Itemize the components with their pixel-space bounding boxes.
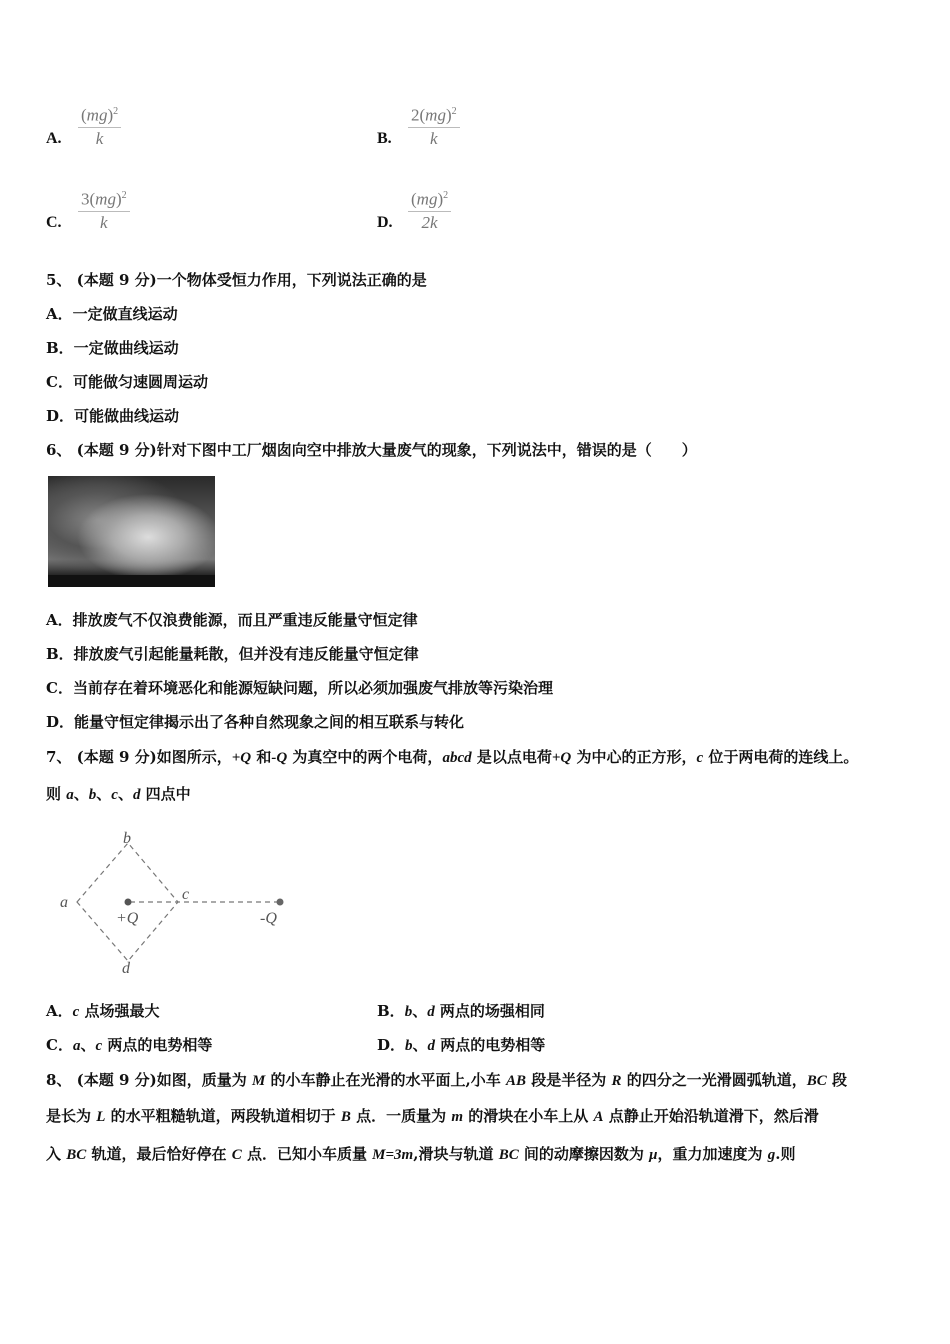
text-line [46,784,191,805]
text-segment: D． [377,1036,406,1054]
numerator: 3(mg)$^2$ [78,186,130,212]
math-symbol: c [72,1004,80,1020]
factory-smoke-photo [48,476,215,587]
math-symbol: BC [66,1147,87,1163]
math-symbol: b [404,1004,413,1020]
text-segment: 入 [46,1145,67,1163]
text-segment: D．可能做曲线运动 [46,407,180,425]
text-segment: 点．已知小车质量 [241,1145,373,1163]
denominator [422,212,438,234]
text-line [46,678,553,698]
option-label: B. [377,130,392,147]
math-symbol: M=3m [372,1147,414,1163]
label-c: c [182,886,190,903]
numerator-var: mg [425,105,446,125]
text-segment: 间的动摩擦因数为 [518,1145,650,1163]
text-line [46,747,858,768]
text-segment: B．排放废气引起能量耗散，但并没有违反能量守恒定律 [46,645,419,663]
text-segment: A．一定做直线运动 [46,305,178,323]
math-symbol: abcd [442,750,472,766]
text-segment: 6、 (本题 9 分)针对下图中工厂烟囱向空中排放大量废气的现象，下列说法中，错误的是（ ） [46,441,697,459]
text-segment: 为真空中的两个电荷， [287,748,443,766]
math-symbol: c [696,750,704,766]
text-segment: .则 [775,1145,796,1163]
text-line [46,610,418,630]
text-segment: 、 [412,1002,428,1020]
text-segment: 8、 (本题 9 分)如图，质量为 [46,1071,252,1089]
text-segment: 的四分之一光滑圆弧轨道， [621,1071,807,1089]
text-segment: D．能量守恒定律揭示出了各种自然现象之间的相互联系与转化 [46,713,465,731]
math-symbol: b [405,1038,413,1054]
option-label: D. [377,214,393,231]
label-plus-q: +Q [116,910,139,927]
numerator: 2(mg)$^2$ [408,102,460,128]
text-segment: B． [377,1002,405,1020]
label-d: d [122,960,130,975]
text-segment: 7、 (本题 9 分)如图所示， [46,748,232,766]
math-symbol: L [96,1109,106,1125]
math-symbol: g [767,1147,776,1163]
text-segment: 点场强最大 [79,1002,160,1020]
math-symbol: BC [498,1147,519,1163]
denominator-var: 2k [421,212,438,232]
label-b: b [123,830,131,847]
math-symbol: a [72,1038,81,1054]
numerator-var: mg [416,189,438,209]
text-segment: 四点中 [140,785,191,803]
fraction-formula [78,102,121,150]
numerator-var: mg [95,189,116,209]
text-line [46,440,697,460]
text-segment: 为中心的正方形， [571,748,697,766]
text-segment: A． [46,1002,73,1020]
math-symbol: R [611,1073,622,1089]
math-symbol: c [95,1038,103,1054]
math-symbol: d [427,1038,436,1054]
text-segment: ，重力加速度为 [657,1145,768,1163]
option-label: A. [46,130,62,147]
text-line [46,644,419,664]
text-segment: ,滑块与轨道 [413,1145,499,1163]
numerator: (mg)$^2$ [408,186,451,212]
text-segment: B．一定做曲线运动 [46,339,179,357]
text-segment: 则 [46,785,67,803]
text-segment: A．排放废气不仅浪费能源，而且严重违反能量守恒定律 [46,611,418,629]
text-segment: 点静止开始沿轨道滑下，然后滑 [603,1107,819,1125]
math-symbol: +Q [231,750,252,766]
label-minus-q: -Q [260,910,277,927]
math-symbol: μ [649,1147,658,1163]
positive-charge-dot [125,899,132,906]
text-segment: 、 [412,1036,428,1054]
math-symbol: c [111,787,118,803]
text-segment: 两点的场强相同 [434,1002,545,1020]
text-segment: 、 [80,1036,96,1054]
text-segment: 是长为 [46,1107,97,1125]
text-line [46,338,179,358]
text-segment: 段 [826,1071,847,1089]
math-symbol: +Q [551,750,572,766]
text-segment: C．当前存在着环境恶化和能源短缺问题，所以必须加强废气排放等污染治理 [46,679,553,697]
text-line [46,1144,795,1165]
coefficient: 2 [411,105,420,125]
text-line [46,372,208,392]
label-a: a [60,894,68,911]
text-segment: 、 [117,785,133,803]
text-segment: 是以点电荷 [471,748,552,766]
text-segment: C． [46,1036,73,1054]
math-symbol: BC [806,1073,827,1089]
text-segment: 轨道，最后恰好停在 [86,1145,232,1163]
math-symbol: d [427,1004,435,1020]
text-segment: 、 [73,785,89,803]
text-segment: 、 [96,785,112,803]
text-segment: 的滑块在小车上从 [463,1107,594,1125]
math-symbol: d [132,787,141,803]
text-segment: 点．一质量为 [350,1107,452,1125]
math-symbol: M [251,1073,266,1089]
text-line [46,270,427,290]
text-line [46,1035,212,1056]
text-line [46,406,179,426]
fraction-formula [408,186,451,234]
fraction-formula [408,102,460,150]
fraction-formula [78,186,130,234]
denominator-var: k [95,128,104,148]
math-symbol: B [340,1109,351,1125]
text-segment: C．可能做匀速圆周运动 [46,373,208,391]
math-symbol: b [88,787,97,803]
text-line [377,1001,545,1022]
charge-diagram [50,825,300,975]
text-line [46,304,178,324]
denominator [100,212,108,234]
text-segment: 和 [251,748,272,766]
math-symbol: m [451,1109,463,1125]
text-segment: 的水平粗糙轨道，两段轨道相切于 [105,1107,341,1125]
text-line [46,1001,160,1022]
text-segment: 两点的电势相等 [102,1036,213,1054]
denominator [96,128,104,150]
coefficient: 3 [81,189,90,209]
text-line [46,1106,819,1127]
text-line [377,1035,545,1056]
text-segment: 位于两电荷的连线上。 [703,748,859,766]
denominator-var: k [100,212,108,232]
math-symbol: A [593,1109,604,1125]
text-line [46,1070,847,1091]
option-label: C. [46,214,62,231]
text-segment: 的小车静止在光滑的水平面上,小车 [265,1071,506,1089]
text-segment: 5、 (本题 9 分)一个物体受恒力作用，下列说法正确的是 [46,271,427,289]
text-segment: 段是半径为 [526,1071,612,1089]
math-symbol: a [66,787,74,803]
math-symbol: C [231,1147,242,1163]
denominator-var: k [430,128,438,148]
numerator-var: mg [86,105,108,125]
numerator: (mg)$^2$ [78,102,121,128]
math-symbol: -Q [271,750,288,766]
math-symbol: AB [505,1073,526,1089]
text-segment: 两点的电势相等 [435,1036,546,1054]
denominator [430,128,438,150]
text-line [46,712,464,732]
negative-charge-dot [277,899,284,906]
